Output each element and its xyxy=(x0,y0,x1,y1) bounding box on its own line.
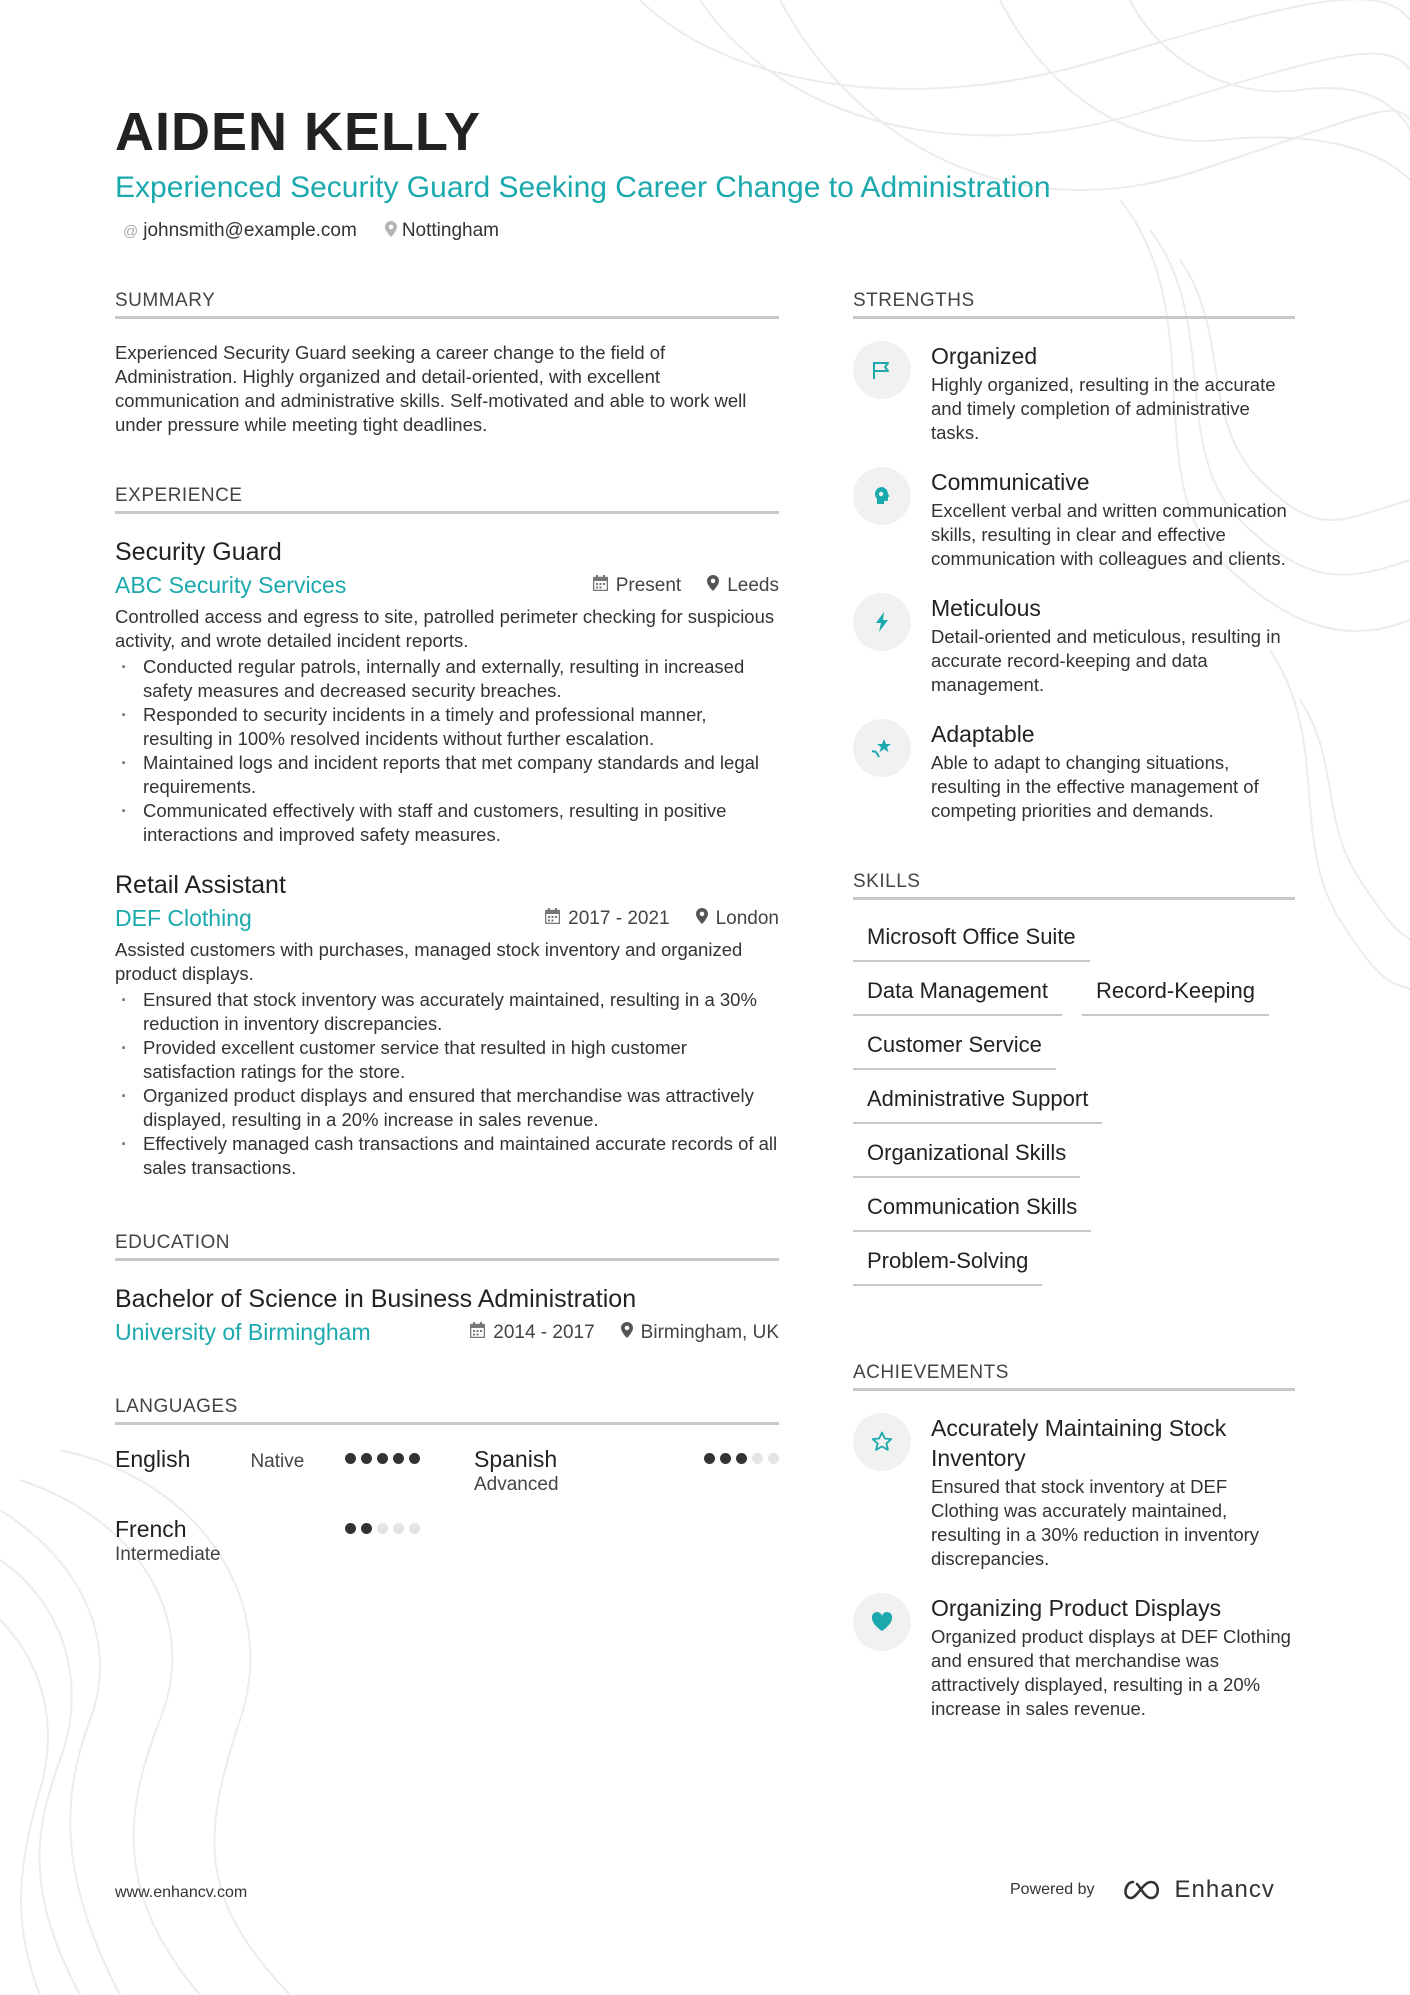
proficiency-dot xyxy=(768,1453,779,1464)
job-bullet: · Ensured that stock inventory was accurately maintained, resulting in a 30% reduction in inventory discrepancies. xyxy=(115,988,779,1036)
proficiency-dot xyxy=(377,1453,388,1464)
education-section xyxy=(115,1232,779,1346)
proficiency-dot xyxy=(720,1453,731,1464)
proficiency-dot xyxy=(393,1453,404,1464)
proficiency-dot xyxy=(409,1453,420,1464)
strength-body xyxy=(931,719,1295,823)
job-description: Assisted customers with purchases, managed stock inventory and organized product displays. xyxy=(115,939,743,984)
job-bullet: · Conducted regular patrols, internally and externally, resulting in increased safety measures and decreased security breaches. xyxy=(115,655,779,703)
achievement-desc: Ensured that stock inventory at DEF Clothing was accurately maintained, resulting in a 30% reduction in inventory discrepancies. xyxy=(931,1476,1260,1569)
brand-name: Enhancv xyxy=(1174,1876,1275,1903)
job-bullet: · Effectively managed cash transactions and maintained accurate records of all sales transactions. xyxy=(115,1132,779,1180)
skills-row xyxy=(853,920,1295,962)
strength-title: Meticulous xyxy=(931,595,1041,621)
strength-item xyxy=(853,341,1295,445)
footer-website[interactable]: www.enhancv.com xyxy=(115,1884,248,1901)
calendar-icon xyxy=(593,575,608,596)
strength-title: Adaptable xyxy=(931,721,1035,747)
skills-row xyxy=(853,1244,1295,1286)
experience-section xyxy=(115,485,779,1180)
achievement-title: Organizing Product Displays xyxy=(931,1595,1222,1621)
skills-row xyxy=(853,1190,1295,1232)
location-pin-icon xyxy=(621,1322,633,1343)
strength-desc: Highly organized, resulting in the accurate and timely completion of administrative tasks. xyxy=(931,374,1276,443)
section-title-achievements: ACHIEVEMENTS xyxy=(853,1362,1295,1391)
summary-text: Experienced Security Guard seeking a career change to the field of Administration. Highly organized and detail-oriented, with excellent communication and administrative skills. Self-motivated and able to work well under pressure while meeting tight deadlines. xyxy=(115,342,747,435)
job-dates-text: 2017 - 2021 xyxy=(568,907,670,929)
location-pin-icon xyxy=(385,221,397,241)
job-dates xyxy=(545,908,669,930)
skill-tag: Problem-Solving xyxy=(853,1244,1042,1286)
skills-row xyxy=(853,974,1295,1016)
star-hand-icon xyxy=(853,719,911,777)
job-bullet: · Communicated effectively with staff and customers, resulting in positive interactions and improved safety measures. xyxy=(115,799,779,847)
job-bullets xyxy=(115,655,779,847)
contact-location xyxy=(385,220,499,242)
job-dates-text: Present xyxy=(615,574,682,596)
skills-row xyxy=(853,1136,1295,1178)
brand-logo[interactable] xyxy=(1119,1876,1275,1904)
right-column xyxy=(853,290,1295,1721)
language-level: Intermediate xyxy=(115,1544,221,1565)
location-pin-icon xyxy=(696,908,708,929)
degree-title: Bachelor of Science in Business Administration xyxy=(115,1285,637,1313)
strength-title: Communicative xyxy=(931,469,1090,495)
strengths-section xyxy=(853,290,1295,823)
job-location xyxy=(696,908,779,930)
skills-section xyxy=(853,871,1295,1286)
skill-tag: Organizational Skills xyxy=(853,1136,1080,1178)
section-title-education: EDUCATION xyxy=(115,1232,779,1261)
section-title-strengths: STRENGTHS xyxy=(853,290,1295,319)
language-text xyxy=(115,1515,221,1567)
achievement-item xyxy=(853,1593,1295,1721)
job-description: Controlled access and egress to site, patrolled perimeter checking for suspicious activity, and wrote detailed incident reports. xyxy=(115,606,775,651)
languages-grid xyxy=(115,1445,779,1567)
strength-desc: Detail-oriented and meticulous, resulting in accurate record-keeping and data management. xyxy=(931,626,1281,695)
job-bullet: · Responded to security incidents in a timely and professional manner, resulting in 100% resolved incidents without further escalation. xyxy=(115,703,779,751)
proficiency-dot xyxy=(409,1523,420,1534)
job-meta xyxy=(593,575,779,597)
proficiency-dot xyxy=(361,1453,372,1464)
candidate-name: AIDEN KELLY xyxy=(115,102,482,162)
achievement-desc: Organized product displays at DEF Clothing and ensured that merchandise was attractively displayed, resulting in a 20% increase in sales revenue. xyxy=(931,1626,1291,1719)
proficiency-dot xyxy=(345,1523,356,1534)
skill-tag: Record-Keeping xyxy=(1082,974,1269,1016)
resume-header xyxy=(115,100,1295,242)
section-title-summary: SUMMARY xyxy=(115,290,779,319)
skill-tag: Communication Skills xyxy=(853,1190,1091,1232)
job-bullet: · Organized product displays and ensured that merchandise was attractively displayed, resulting in a 20% increase in sales revenue. xyxy=(115,1084,779,1132)
at-icon: @ xyxy=(123,222,139,240)
flag-icon xyxy=(853,341,911,399)
job-bullet: · Maintained logs and incident reports that met company standards and legal requirements. xyxy=(115,751,779,799)
language-level: Native xyxy=(250,1451,305,1472)
strength-item xyxy=(853,593,1295,697)
location-text: Nottingham xyxy=(401,220,499,241)
job-dates xyxy=(593,575,681,597)
calendar-icon xyxy=(470,1322,485,1343)
language-item xyxy=(115,1515,420,1567)
achievement-title: Accurately Maintaining Stock Inventory xyxy=(931,1415,1227,1471)
language-name: English xyxy=(115,1446,191,1472)
strength-body xyxy=(931,341,1295,445)
strength-body xyxy=(931,467,1295,571)
proficiency-dot xyxy=(361,1523,372,1534)
achievements-section xyxy=(853,1362,1295,1721)
achievement-body xyxy=(931,1413,1295,1571)
left-column xyxy=(115,290,779,1567)
language-text xyxy=(115,1445,304,1474)
language-name: French xyxy=(115,1516,187,1542)
job-company-row xyxy=(115,572,779,599)
skill-tag: Administrative Support xyxy=(853,1082,1102,1124)
skill-tag: Data Management xyxy=(853,974,1062,1016)
strength-desc: Excellent verbal and written communication skills, resulting in clear and effective communication with colleagues and clients. xyxy=(931,500,1287,569)
skill-tag: Microsoft Office Suite xyxy=(853,920,1090,962)
proficiency-dot xyxy=(752,1453,763,1464)
proficiency-dot xyxy=(393,1523,404,1534)
school-name[interactable]: University of Birmingham xyxy=(115,1319,371,1345)
education-school-row xyxy=(115,1319,779,1346)
language-text xyxy=(474,1445,559,1497)
strength-title: Organized xyxy=(931,343,1038,369)
job-location-text: London xyxy=(715,907,779,929)
language-level: Advanced xyxy=(474,1474,559,1495)
strength-body xyxy=(931,593,1295,697)
job-title: Retail Assistant xyxy=(115,871,286,899)
summary-section xyxy=(115,290,779,437)
enhancv-logo-icon xyxy=(1119,1878,1165,1902)
calendar-icon xyxy=(545,908,560,929)
job-company[interactable]: DEF Clothing xyxy=(115,905,252,931)
proficiency-dot xyxy=(704,1453,715,1464)
language-proficiency-dots xyxy=(345,1453,420,1464)
skills-list xyxy=(853,920,1295,1286)
proficiency-dot xyxy=(345,1453,356,1464)
section-title-experience: EXPERIENCE xyxy=(115,485,779,514)
job-location xyxy=(707,575,779,597)
heart-icon xyxy=(853,1593,911,1651)
experience-item xyxy=(115,869,779,1180)
star-icon xyxy=(853,1413,911,1471)
contact-row xyxy=(115,220,1295,242)
job-bullet: · Provided excellent customer service that resulted in high customer satisfaction ratings for the store. xyxy=(115,1036,779,1084)
strength-item xyxy=(853,467,1295,571)
strength-desc: Able to adapt to changing situations, resulting in the effective management of competing priorities and demands. xyxy=(931,752,1259,821)
language-proficiency-dots xyxy=(345,1523,420,1534)
job-title: Security Guard xyxy=(115,538,282,566)
achievement-item xyxy=(853,1413,1295,1571)
job-company-row xyxy=(115,905,779,932)
education-location-text: Birmingham, UK xyxy=(640,1321,779,1343)
candidate-headline: Experienced Security Guard Seeking Career Change to Administration xyxy=(115,171,1051,204)
education-item xyxy=(115,1283,779,1346)
language-proficiency-dots xyxy=(704,1453,779,1464)
education-location xyxy=(621,1322,779,1344)
job-meta xyxy=(545,908,779,930)
skills-row xyxy=(853,1082,1295,1124)
job-bullets xyxy=(115,988,779,1180)
proficiency-dot xyxy=(736,1453,747,1464)
experience-item xyxy=(115,536,779,847)
job-company[interactable]: ABC Security Services xyxy=(115,572,347,598)
skill-tag: Customer Service xyxy=(853,1028,1056,1070)
job-location-text: Leeds xyxy=(727,574,779,596)
footer-branding xyxy=(1010,1876,1275,1904)
language-name: Spanish xyxy=(474,1446,558,1472)
head-icon xyxy=(853,467,911,525)
proficiency-dot xyxy=(377,1523,388,1534)
skills-row xyxy=(853,1028,1295,1070)
languages-section xyxy=(115,1396,779,1567)
email-text: johnsmith@example.com xyxy=(143,220,357,241)
bolt-icon xyxy=(853,593,911,651)
education-dates-text: 2014 - 2017 xyxy=(493,1321,595,1343)
language-item xyxy=(115,1445,420,1497)
section-title-languages: LANGUAGES xyxy=(115,1396,779,1425)
language-item xyxy=(474,1445,779,1497)
contact-email[interactable] xyxy=(123,220,357,242)
education-meta xyxy=(470,1322,779,1344)
achievement-body xyxy=(931,1593,1295,1721)
location-pin-icon xyxy=(707,575,719,596)
education-dates xyxy=(470,1322,594,1344)
powered-by-text: Powered by xyxy=(1010,1881,1095,1898)
section-title-skills: SKILLS xyxy=(853,871,1295,900)
strength-item xyxy=(853,719,1295,823)
